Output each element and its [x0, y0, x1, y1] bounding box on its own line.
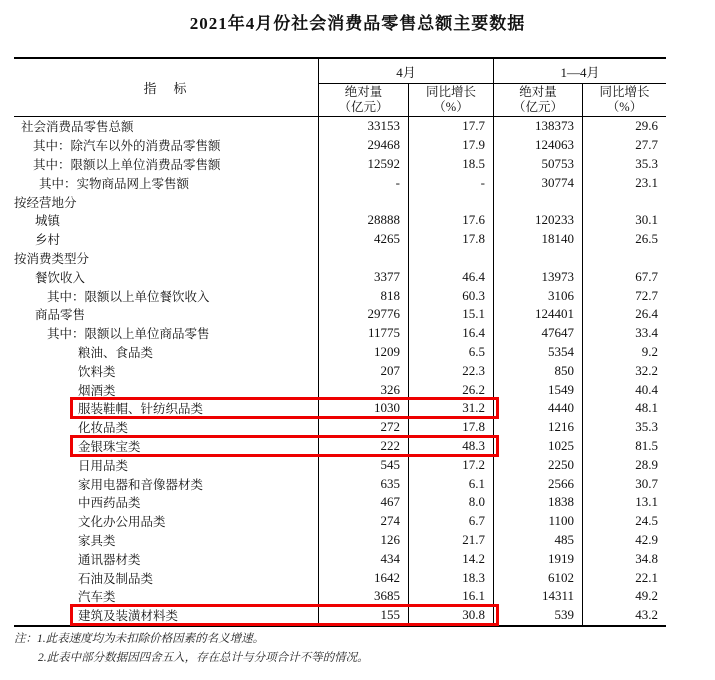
row-value-april-absolute: 126: [318, 531, 408, 550]
row-value-april-yoy: 17.9: [408, 136, 493, 155]
row-value-jan-april-yoy: [582, 192, 666, 211]
table-row: [14, 512, 666, 531]
row-value-april-absolute: 467: [318, 493, 408, 512]
header-indicator: 指 标: [143, 81, 189, 96]
row-value-jan-april-absolute: [493, 192, 582, 211]
row-value-april-absolute: [318, 249, 408, 268]
row-value-april-absolute: 274: [318, 512, 408, 531]
row-value-april-absolute: 1209: [318, 343, 408, 362]
row-indicator-label: 其中：限额以上单位餐饮收入: [47, 289, 210, 304]
row-value-april-yoy: 31.2: [408, 399, 493, 418]
row-indicator-label: 商品零售: [35, 308, 86, 323]
table-row: [14, 380, 666, 399]
row-value-april-yoy: 6.1: [408, 474, 493, 493]
table-row: [14, 286, 666, 305]
header-april-yoy: [408, 84, 493, 116]
table-row: [14, 117, 666, 136]
row-value-jan-april-absolute: 5354: [493, 343, 582, 362]
row-value-april-yoy: 17.2: [408, 455, 493, 474]
row-indicator-label: 服装鞋帽、针纺织品类: [78, 402, 204, 417]
row-value-jan-april-yoy: 23.1: [582, 173, 666, 192]
table-row: [14, 587, 666, 606]
row-value-jan-april-yoy: 32.2: [582, 361, 666, 380]
row-value-jan-april-yoy: 34.8: [582, 549, 666, 568]
row-value-april-absolute: 3377: [318, 267, 408, 286]
table-body: [14, 117, 666, 625]
table-row: [14, 437, 666, 456]
row-value-april-yoy: 30.8: [408, 606, 493, 625]
table-row: [14, 474, 666, 493]
row-indicator-label: 粮油、食品类: [78, 345, 154, 360]
row-value-april-absolute: 11775: [318, 324, 408, 343]
row-value-april-absolute: 434: [318, 549, 408, 568]
row-indicator-label: 饮料类: [78, 364, 116, 379]
header-yoy-line1: 同比增长: [599, 85, 650, 99]
row-value-jan-april-yoy: 67.7: [582, 267, 666, 286]
header-absolute-line2: （亿元）: [338, 100, 389, 114]
row-value-jan-april-absolute: 18140: [493, 230, 582, 249]
row-value-jan-april-absolute: 1919: [493, 549, 582, 568]
row-value-jan-april-yoy: [582, 249, 666, 268]
row-value-april-absolute: 29776: [318, 305, 408, 324]
row-value-jan-april-absolute: 30774: [493, 173, 582, 192]
row-value-jan-april-yoy: 43.2: [582, 606, 666, 625]
row-value-jan-april-yoy: 33.4: [582, 324, 666, 343]
row-value-jan-april-yoy: 26.4: [582, 305, 666, 324]
table-row: [14, 305, 666, 324]
row-value-jan-april-absolute: 2566: [493, 474, 582, 493]
table-header: [14, 59, 666, 117]
row-indicator-label: 石油及制品类: [78, 571, 154, 586]
row-indicator-label: 烟酒类: [78, 383, 116, 398]
row-indicator-label: 城镇: [35, 214, 61, 229]
row-value-april-yoy: 18.3: [408, 568, 493, 587]
row-value-april-absolute: 545: [318, 455, 408, 474]
row-indicator-label: 汽车类: [78, 590, 116, 605]
row-value-april-yoy: 46.4: [408, 267, 493, 286]
row-value-april-absolute: 1642: [318, 568, 408, 587]
row-value-jan-april-yoy: 42.9: [582, 531, 666, 550]
row-value-april-absolute: 207: [318, 361, 408, 380]
table-row: [14, 173, 666, 192]
header-group-april: 4月: [318, 59, 493, 84]
row-value-april-absolute: 12592: [318, 155, 408, 174]
row-value-april-yoy: [408, 192, 493, 211]
table-row: [14, 343, 666, 362]
row-indicator-label: 其中：限额以上单位商品零售: [47, 327, 210, 342]
row-indicator-label: 餐饮收入: [35, 270, 86, 285]
data-table: [14, 57, 666, 627]
row-value-april-yoy: 18.5: [408, 155, 493, 174]
row-value-jan-april-yoy: 49.2: [582, 587, 666, 606]
table-row: [14, 493, 666, 512]
header-absolute-line1: 绝对量: [344, 85, 383, 99]
row-value-april-absolute: [318, 192, 408, 211]
row-value-jan-april-absolute: 14311: [493, 587, 582, 606]
row-indicator-label: 建筑及装潢材料类: [78, 609, 179, 624]
row-value-april-absolute: 272: [318, 418, 408, 437]
row-value-jan-april-absolute: 120233: [493, 211, 582, 230]
row-value-jan-april-absolute: 124063: [493, 136, 582, 155]
row-indicator-label: 其中：实物商品网上零售额: [39, 176, 190, 191]
row-value-april-absolute: 326: [318, 380, 408, 399]
row-value-april-yoy: 6.7: [408, 512, 493, 531]
row-indicator-label: 日用品类: [78, 458, 129, 473]
row-value-april-absolute: 155: [318, 606, 408, 625]
header-group-jan-april: 1—4月: [493, 59, 666, 84]
row-value-jan-april-yoy: 22.1: [582, 568, 666, 587]
row-value-april-yoy: -: [408, 173, 493, 192]
header-jan-april-yoy: [582, 84, 666, 116]
row-indicator-label: 乡村: [35, 233, 61, 248]
row-indicator-label: 其中：除汽车以外的消费品零售额: [33, 139, 221, 154]
footnotes: [14, 630, 369, 668]
table-row: [14, 230, 666, 249]
row-value-jan-april-absolute: 1100: [493, 512, 582, 531]
header-absolute-line1: 绝对量: [519, 85, 557, 99]
row-value-jan-april-yoy: 13.1: [582, 493, 666, 512]
row-value-april-absolute: 1030: [318, 399, 408, 418]
row-value-jan-april-absolute: 13973: [493, 267, 582, 286]
row-value-jan-april-absolute: 4440: [493, 399, 582, 418]
table-row: [14, 267, 666, 286]
row-value-april-yoy: 26.2: [408, 380, 493, 399]
table-row: [14, 399, 666, 418]
row-value-jan-april-absolute: 2250: [493, 455, 582, 474]
row-value-april-yoy: 17.6: [408, 211, 493, 230]
row-value-jan-april-absolute: 850: [493, 361, 582, 380]
row-value-jan-april-yoy: 27.7: [582, 136, 666, 155]
row-value-jan-april-yoy: 72.7: [582, 286, 666, 305]
row-value-april-yoy: 6.5: [408, 343, 493, 362]
row-value-april-yoy: 8.0: [408, 493, 493, 512]
table-row: [14, 324, 666, 343]
row-indicator-label: 家用电器和音像器材类: [78, 477, 204, 492]
row-indicator-label: 文化办公用品类: [78, 515, 166, 530]
footnote-1: 注：1.此表速度均为未扣除价格因素的名义增速。: [14, 633, 265, 645]
row-value-jan-april-yoy: 26.5: [582, 230, 666, 249]
row-value-jan-april-yoy: 30.7: [582, 474, 666, 493]
row-value-jan-april-absolute: 1549: [493, 380, 582, 399]
header-yoy-line1: 同比增长: [425, 85, 476, 99]
row-value-april-absolute: 29468: [318, 136, 408, 155]
row-value-april-yoy: 60.3: [408, 286, 493, 305]
row-value-april-yoy: 16.1: [408, 587, 493, 606]
row-value-jan-april-absolute: 47647: [493, 324, 582, 343]
header-absolute-line2: （亿元）: [512, 100, 563, 114]
header-yoy-line2: （%）: [433, 100, 469, 114]
row-value-jan-april-absolute: 50753: [493, 155, 582, 174]
row-value-april-absolute: 3685: [318, 587, 408, 606]
row-indicator-label: 金银珠宝类: [78, 439, 141, 454]
row-indicator-label: 家具类: [78, 533, 116, 548]
row-value-jan-april-absolute: [493, 249, 582, 268]
row-value-jan-april-yoy: 28.9: [582, 455, 666, 474]
row-value-jan-april-absolute: 6102: [493, 568, 582, 587]
row-value-jan-april-yoy: 9.2: [582, 343, 666, 362]
row-value-jan-april-yoy: 48.1: [582, 399, 666, 418]
row-indicator-label: 社会消费品零售总额: [21, 120, 134, 135]
row-value-april-yoy: 14.2: [408, 549, 493, 568]
row-indicator-label: 其中：限额以上单位消费品零售额: [33, 157, 221, 172]
row-value-april-yoy: 17.8: [408, 230, 493, 249]
row-indicator-label: 中西药品类: [78, 496, 141, 511]
header-april-absolute: [318, 84, 408, 116]
row-value-april-absolute: 635: [318, 474, 408, 493]
row-indicator-label: 化妆品类: [78, 421, 129, 436]
row-value-april-yoy: 22.3: [408, 361, 493, 380]
row-value-jan-april-absolute: 539: [493, 606, 582, 625]
page-title: 2021年4月份社会消费品零售总额主要数据: [189, 14, 526, 33]
row-value-april-absolute: 33153: [318, 117, 408, 136]
footnote-2: 2.此表中部分数据因四舍五入，存在总计与分项合计不等的情况。: [38, 652, 369, 664]
row-value-jan-april-yoy: 24.5: [582, 512, 666, 531]
row-indicator-label: 按消费类型分: [14, 251, 90, 266]
row-value-april-yoy: 48.3: [408, 437, 493, 456]
row-value-jan-april-absolute: 1838: [493, 493, 582, 512]
row-value-jan-april-absolute: 485: [493, 531, 582, 550]
row-indicator-label: 按经营地分: [14, 195, 77, 210]
table-row: [14, 606, 666, 625]
table-row: [14, 568, 666, 587]
row-value-april-absolute: 222: [318, 437, 408, 456]
table-row: [14, 192, 666, 211]
row-value-april-yoy: 15.1: [408, 305, 493, 324]
row-value-jan-april-yoy: 40.4: [582, 380, 666, 399]
row-value-jan-april-yoy: 29.6: [582, 117, 666, 136]
table-row: [14, 361, 666, 380]
row-value-april-yoy: 16.4: [408, 324, 493, 343]
row-value-april-yoy: [408, 249, 493, 268]
table-row: [14, 136, 666, 155]
table-row: [14, 418, 666, 437]
table-row: [14, 531, 666, 550]
row-value-jan-april-yoy: 81.5: [582, 437, 666, 456]
row-value-jan-april-absolute: 3106: [493, 286, 582, 305]
header-yoy-line2: （%）: [606, 100, 643, 114]
row-value-april-absolute: 818: [318, 286, 408, 305]
row-value-april-absolute: 4265: [318, 230, 408, 249]
row-value-april-yoy: 17.7: [408, 117, 493, 136]
table-row: [14, 211, 666, 230]
table-row: [14, 549, 666, 568]
row-value-jan-april-yoy: 35.3: [582, 155, 666, 174]
row-value-jan-april-absolute: 138373: [493, 117, 582, 136]
table-row: [14, 155, 666, 174]
row-value-april-yoy: 17.8: [408, 418, 493, 437]
row-value-jan-april-absolute: 1025: [493, 437, 582, 456]
header-jan-april-absolute: [493, 84, 582, 116]
row-value-jan-april-absolute: 124401: [493, 305, 582, 324]
row-value-jan-april-yoy: 35.3: [582, 418, 666, 437]
table-row: [14, 455, 666, 474]
row-value-jan-april-absolute: 1216: [493, 418, 582, 437]
table-row: [14, 249, 666, 268]
row-value-april-absolute: 28888: [318, 211, 408, 230]
row-value-jan-april-yoy: 30.1: [582, 211, 666, 230]
row-value-april-yoy: 21.7: [408, 531, 493, 550]
row-indicator-label: 通讯器材类: [78, 552, 141, 567]
row-value-april-absolute: -: [318, 173, 408, 192]
